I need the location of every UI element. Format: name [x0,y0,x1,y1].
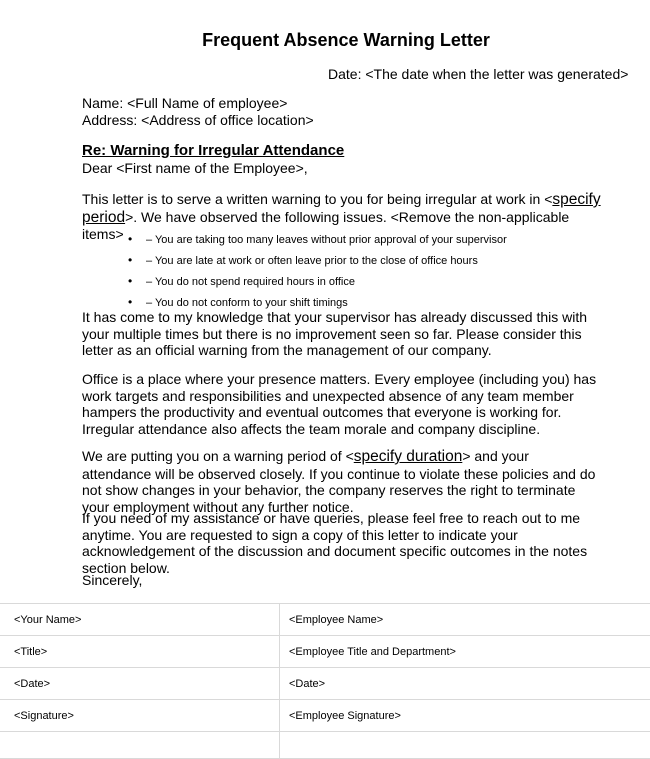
paragraph-assistance: If you need of my assistance or have queries, please feel free to reach out to me anytime. You are requested to sign a copy of this letter to indicate your acknowledgement of the discussion and document specific outcomes in the notes section below. [82,510,588,576]
employee-signature-cell: <Employee Signature> [280,700,650,732]
page-title: Frequent Absence Warning Letter [202,30,490,50]
signature-table [0,603,650,759]
table-row [0,732,650,759]
closing: Sincerely, [82,572,143,588]
employee-title-cell: <Employee Title and Department> [280,636,650,668]
employee-name-cell: <Employee Name> [280,604,650,636]
name-line: Name: <Full Name of employee> [82,95,288,111]
signature-cell: <Signature> [0,700,280,732]
subject-line: Re: Warning for Irregular Attendance [82,142,345,159]
blank-cell [280,732,650,759]
paragraph-warning-before: We are putting you on a warning period of < [82,448,354,464]
paragraph-office: Office is a place where your presence matters. Every employee (including you) has work targets and responsibilities and unexpected absence of any team member hampers the productivity and eventual outcomes that everyone is working for. Irregular attendance also affects the team morale and company discipline. [82,371,597,437]
your-name-cell: <Your Name> [0,604,280,636]
table-row [0,604,650,636]
recipient-block [82,95,602,128]
subject-block [82,143,602,176]
table-row [0,636,650,668]
date-line: Date: <The date when the letter was generated> [328,66,629,82]
address-line: Address: <Address of office location> [82,111,314,128]
blank-cell [0,732,280,759]
date-cell: <Date> [0,668,280,700]
specify-period-placeholder: specify period [82,191,601,226]
list-item: • – You do not spend required hours in office [128,275,507,296]
table-row [0,700,650,732]
table-row [0,668,650,700]
list-item: • – You are taking too many leaves without prior approval of your supervisor [128,233,507,254]
paragraph-warning-after: > and your attendance will be observed closely. If you continue to violate these policies and do not show changes in your behavior, the company reserves the right to terminate your employment without any further notice. [82,448,596,515]
specify-duration-placeholder: specify duration [353,448,463,465]
paragraph-intro-after: >. We have observed the following issues. <Remove the non-applicable items> [82,208,570,242]
paragraph-supervisor: It has come to my knowledge that your supervisor has already discussed this with your multiple times but there is no improvement seen so far. Please consider this letter as an official warning from the management of our company. [82,309,588,358]
issues-list [128,233,507,317]
paragraph-intro-before: This letter is to serve a written warning to you for being irregular at work in < [82,191,553,207]
list-item: • – You are late at work or often leave prior to the close of office hours [128,254,507,275]
title-cell: <Title> [0,636,280,668]
employee-date-cell: <Date> [280,668,650,700]
list-item: • – You do not conform to your shift timings [128,296,507,317]
paragraph-warning-period [82,448,602,515]
salutation: Dear <First name of the Employee>, [82,159,308,176]
